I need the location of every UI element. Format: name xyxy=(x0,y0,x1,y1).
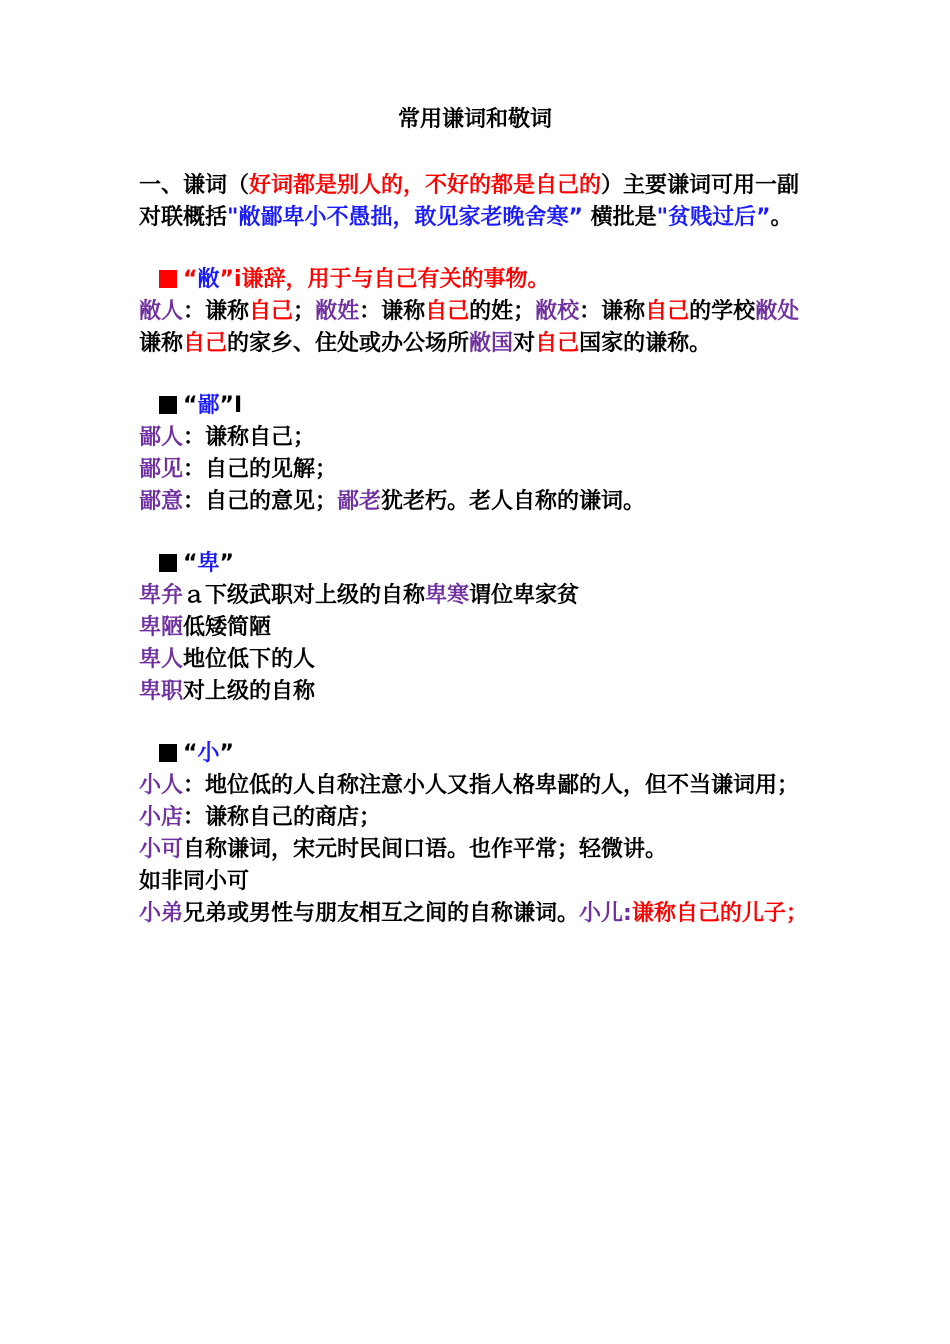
section-heading-bi: “敝”ⅰ谦辞，用于与自己有关的事物。 xyxy=(139,264,811,296)
couplet-text: "敝鄙卑小不愚拙，敢见家老晚舍寒” xyxy=(227,205,583,230)
red-square-icon xyxy=(159,270,177,288)
section-body-bi: 敝人：谦称自己；敝姓：谦称自己的姓；敝校：谦称自己的学校敝处谦称自己的家乡、住处或办公场所敝国对自己国家的谦称。 xyxy=(139,299,800,356)
intro-text-1: 一、谦词（ xyxy=(139,173,250,198)
document-page xyxy=(139,100,811,930)
list-item: 鄙意：自己的意见；鄙老犹老朽。老人自称的谦词。 xyxy=(139,489,646,514)
black-square-icon xyxy=(159,396,177,414)
list-item: 卑陋低矮简陋 xyxy=(139,615,272,640)
intro-text-2: ）主要谦词可用一副对联概括 xyxy=(139,173,800,230)
banner-text: "贫贱过后” xyxy=(656,205,771,230)
list-item: 如非同小可 xyxy=(139,869,250,894)
heading-word-bei: 卑 xyxy=(197,551,220,576)
intro-paragraph xyxy=(139,170,811,234)
section-heading-bei: “卑” xyxy=(139,548,811,580)
list-item: 卑弁ａ下级武职对上级的自称卑寒谓位卑家贫 xyxy=(139,583,580,608)
intro-text-3: 横批是 xyxy=(582,205,657,230)
section-heading-pi: “鄙”Ⅰ xyxy=(139,390,811,422)
section-heading-xiao: “小” xyxy=(139,738,811,770)
heading-word-xiao: 小 xyxy=(197,741,220,766)
list-item: 小店：谦称自己的商店； xyxy=(139,805,382,830)
list-item: 小人：地位低的人自称注意小人又指人格卑鄙的人，但不当谦词用； xyxy=(139,773,800,798)
intro-highlight: 好词都是别人的，不好的都是自己的 xyxy=(249,173,602,198)
heading-word-pi: 鄙 xyxy=(197,393,220,418)
list-item: 鄙人：谦称自己； xyxy=(139,425,316,450)
list-item: 小弟兄弟或男性与朋友相互之间的自称谦词。小儿:谦称自己的儿子； xyxy=(139,901,808,926)
page-title: 常用谦词和敬词 xyxy=(397,107,552,132)
black-square-icon xyxy=(159,554,177,572)
list-item: 小可自称谦词，宋元时民间口语。也作平常；轻微讲。 xyxy=(139,837,668,862)
list-item: 卑人地位低下的人 xyxy=(139,647,316,672)
black-square-icon xyxy=(159,744,177,762)
list-item: 卑职对上级的自称 xyxy=(139,679,316,704)
list-item: 鄙见：自己的见解； xyxy=(139,457,338,482)
intro-text-4: 。 xyxy=(770,205,793,230)
heading-word-bi: 敝 xyxy=(197,267,220,292)
